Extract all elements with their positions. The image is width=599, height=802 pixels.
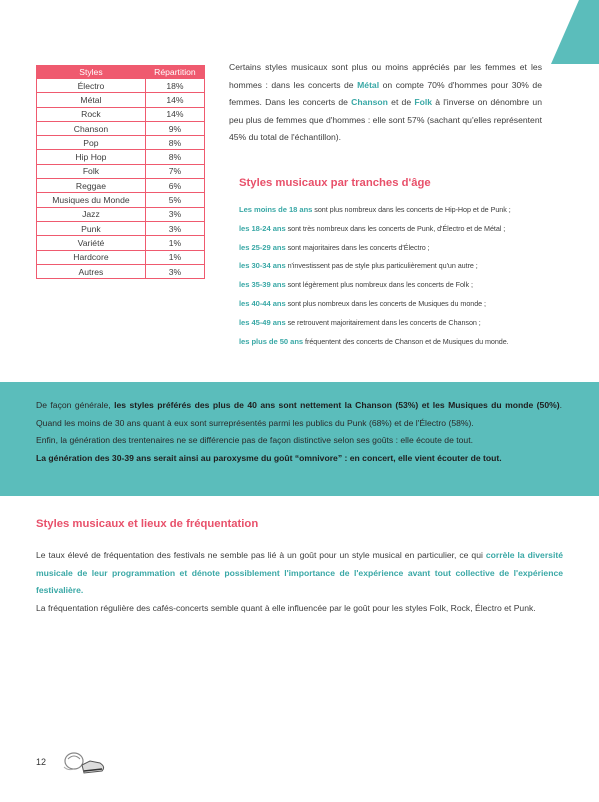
style-share-cell: 3% — [145, 207, 204, 221]
venue-paragraph — [36, 547, 563, 618]
style-name-cell: Métal — [37, 93, 146, 107]
table-row — [37, 93, 205, 107]
corner-decoration — [551, 0, 599, 64]
age-list-item — [239, 201, 569, 220]
header-styles: Styles — [37, 66, 146, 79]
highlight-metal: Métal — [357, 79, 380, 90]
intro-text-4: à l'inverse on dénombre un peu plus de femmes que d'hommes : elle sont 57% (sachant qu'elles représentent 45% du total de l'échantillon). — [229, 97, 542, 143]
style-share-cell: 8% — [145, 136, 204, 150]
style-share-cell: 3% — [145, 221, 204, 235]
summary-text-1: De façon générale, — [36, 400, 115, 410]
header-repartition: Répartition — [145, 66, 204, 79]
sneaker-doodle-icon — [60, 747, 108, 779]
intro-text-3: et de — [387, 97, 415, 108]
table-row — [37, 136, 205, 150]
style-name-cell: Hardcore — [37, 250, 146, 264]
table-row — [37, 79, 205, 93]
style-name-cell: Électro — [37, 79, 146, 93]
style-share-cell: 9% — [145, 121, 204, 135]
age-list-item — [239, 333, 569, 352]
table-row — [37, 193, 205, 207]
style-name-cell: Reggae — [37, 179, 146, 193]
age-range-label: les 18-24 ans — [239, 223, 286, 233]
table-header-row — [37, 66, 205, 79]
age-range-label: les 30-34 ans — [239, 261, 286, 271]
table-row — [37, 221, 205, 235]
table-row — [37, 164, 205, 178]
style-share-cell: 1% — [145, 236, 204, 250]
age-range-label: les 35-39 ans — [239, 280, 286, 290]
age-range-label: les 40-44 ans — [239, 298, 286, 308]
age-range-text: fréquentent des concerts de Chanson et de Musiques du monde. — [303, 336, 509, 346]
age-section-title: Styles musicaux par tranches d'âge — [239, 177, 431, 189]
style-share-cell: 18% — [145, 79, 204, 93]
style-name-cell: Musiques du Monde — [37, 193, 146, 207]
style-name-cell: Chanson — [37, 121, 146, 135]
age-list-item — [239, 295, 569, 314]
table-row — [37, 121, 205, 135]
age-range-text: se retrouvent majoritairement dans les concerts de Chanson ; — [285, 317, 481, 327]
age-range-text: n'investissent pas de style plus particulièrement qu'un autre ; — [285, 261, 478, 271]
style-name-cell: Folk — [37, 164, 146, 178]
venue-text-1: Le taux élevé de fréquentation des festivals ne semble pas lié à un goût pour un style musical en particulier, ce qui — [36, 550, 486, 560]
age-range-text: sont majoritaires dans les concerts d'Électro ; — [285, 242, 430, 252]
summary-bold-2: La génération des 30-39 ans serait ainsi au paroxysme du goût “omnivore” : en concert, elle vient écouter de tout. — [36, 452, 502, 463]
styles-table — [36, 65, 205, 279]
style-name-cell: Jazz — [37, 207, 146, 221]
intro-text-2: on compte 70% d'hommes pour 30% de femmes. Dans les concerts de — [229, 79, 542, 108]
age-range-text: sont légèrement plus nombreux dans les concerts de Folk ; — [285, 280, 473, 290]
age-range-label: Les moins de 18 ans — [239, 205, 313, 214]
summary-text-3: Enfin, la génération des trentenaires ne se différencie pas de façon distinctive selon ses goûts : elle écoute de tout. — [36, 435, 473, 445]
style-share-cell: 14% — [145, 107, 204, 121]
age-list-item — [239, 220, 569, 239]
age-list-item — [239, 257, 569, 276]
table-row — [37, 207, 205, 221]
style-name-cell: Variété — [37, 236, 146, 250]
highlight-chanson: Chanson — [351, 97, 388, 108]
table-row — [37, 150, 205, 164]
venue-section-title: Styles musicaux et lieux de fréquentation — [36, 518, 259, 530]
style-name-cell: Pop — [37, 136, 146, 150]
table-body — [37, 79, 205, 279]
age-range-text: sont plus nombreux dans les concerts de Hip-Hop et de Punk ; — [312, 205, 511, 214]
style-share-cell: 1% — [145, 250, 204, 264]
age-list-item — [239, 314, 569, 333]
page-number: 12 — [36, 757, 47, 767]
venue-highlight: corrèle la diversité musicale de leur programmation et dénote possiblement l'importance de l'expérience avant tout collective de l'expérience festivalière. — [36, 550, 563, 596]
intro-text-1: Certains styles musicaux sont plus ou moins appréciés par les femmes et les hommes : dans les concerts de — [229, 62, 542, 90]
style-name-cell: Hip Hop — [37, 150, 146, 164]
summary-text — [36, 397, 562, 467]
age-list-item — [239, 239, 569, 258]
age-list-item — [239, 276, 569, 295]
style-name-cell: Autres — [37, 264, 146, 278]
summary-bold-1: les styles préférés des plus de 40 ans sont nettement la Chanson (53%) et les Musiques du monde (50%) — [114, 400, 560, 410]
table-row — [37, 250, 205, 264]
age-list — [239, 201, 569, 351]
table-row — [37, 236, 205, 250]
style-share-cell: 7% — [145, 164, 204, 178]
style-share-cell: 8% — [145, 150, 204, 164]
intro-paragraph — [229, 59, 542, 147]
table-row — [37, 107, 205, 121]
highlight-folk: Folk — [414, 97, 433, 108]
age-range-text: sont plus nombreux dans les concerts de Musiques du monde ; — [285, 298, 487, 308]
style-share-cell: 5% — [145, 193, 204, 207]
age-range-label: les plus de 50 ans — [239, 336, 304, 346]
age-range-label: les 25-29 ans — [239, 242, 286, 252]
table-row — [37, 264, 205, 278]
style-share-cell: 6% — [145, 179, 204, 193]
age-range-text: sont très nombreux dans les concerts de Punk, d'Électro et de Métal ; — [285, 223, 506, 233]
table-row — [37, 179, 205, 193]
style-share-cell: 3% — [145, 264, 204, 278]
age-range-label: les 45-49 ans — [239, 317, 286, 327]
summary-text-2: . Quand les moins de 30 ans quant à eux sont surreprésentés parmi les publics du Punk (68%) et de l'Électro (58%). — [36, 400, 562, 428]
style-name-cell: Punk — [37, 221, 146, 235]
style-name-cell: Rock — [37, 107, 146, 121]
venue-text-2: La fréquentation régulière des cafés-concerts semble quant à elle influencée par le goût pour les styles Folk, Rock, Électro et Punk. — [36, 603, 536, 614]
style-share-cell: 14% — [145, 93, 204, 107]
